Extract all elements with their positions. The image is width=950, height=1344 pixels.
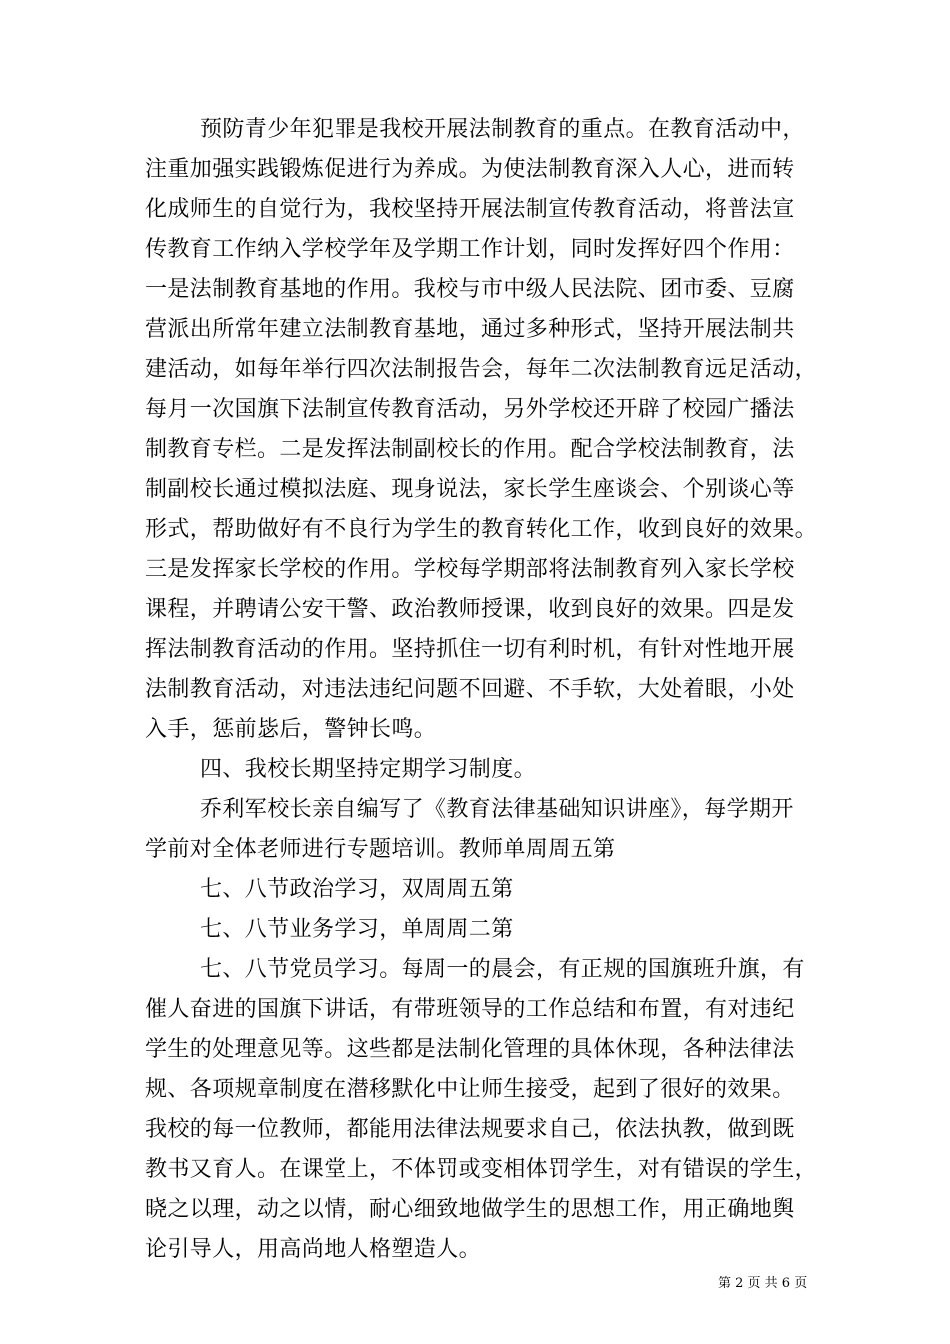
- body-line: 学生的处理意见等。这些都是法制化管理的具体休现，各种法律法: [145, 1037, 795, 1062]
- body-line: 传教育工作纳入学校学年及学期工作计划，同时发挥好四个作用：: [145, 237, 795, 262]
- body-line: 法制教育活动，对违法违纪问题不回避、不手软，大处着眼，小处: [145, 677, 795, 702]
- body-line: 形式，帮助做好有不良行为学生的教育转化工作，收到良好的效果。: [145, 517, 818, 542]
- body-line: 挥法制教育活动的作用。坚持抓住一切有利时机，有针对性地开展: [145, 637, 795, 662]
- body-line: 学前对全体老师进行专题培训。教师单周周五第: [145, 837, 616, 862]
- body-line: 乔利军校长亲自编写了《教育法律基础知识讲座》，每学期开: [200, 797, 794, 822]
- body-line: 注重加强实践锻炼促进行为养成。为使法制教育深入人心，进而转: [145, 157, 795, 182]
- body-line: 晓之以理，动之以情，耐心细致地做学生的思想工作，用正确地舆: [145, 1197, 795, 1222]
- body-line: 化成师生的自觉行为，我校坚持开展法制宣传教育活动，将普法宣: [145, 197, 795, 222]
- body-line: 论引导人，用高尚地人格塑造人。: [145, 1237, 482, 1262]
- body-line: 课程，并聘请公安干警、政治教师授课，收到良好的效果。四是发: [145, 597, 795, 622]
- body-line: 催人奋进的国旗下讲话，有带班领导的工作总结和布置，有对违纪: [145, 997, 795, 1022]
- body-line: 我校的每一位教师，都能用法律法规要求自己，依法执教，做到既: [145, 1117, 795, 1142]
- body-line: 三是发挥家长学校的作用。学校每学期部将法制教育列入家长学校: [145, 557, 795, 582]
- body-line: 规、各项规章制度在潜移默化中让师生接受，起到了很好的效果。: [145, 1077, 795, 1102]
- body-line: 入手，惩前毖后，警钟长鸣。: [145, 717, 437, 742]
- body-line: 制副校长通过模拟法庭、现身说法，家长学生座谈会、个别谈心等: [145, 477, 795, 502]
- body-line: 教书又育人。在课堂上，不体罚或变相体罚学生，对有错误的学生，: [145, 1157, 818, 1182]
- body-line: 建活动，如每年举行四次法制报告会，每年二次法制教育远足活动，: [145, 357, 818, 382]
- body-line: 预防青少年犯罪是我校开展法制教育的重点。在教育活动中，: [200, 117, 805, 142]
- body-line: 七、八节政治学习，双周周五第: [200, 877, 514, 902]
- body-line: 七、八节业务学习，单周周二第: [200, 917, 514, 942]
- section-heading: 四、我校长期坚持定期学习制度。: [200, 757, 537, 782]
- body-line: 一是法制教育基地的作用。我校与市中级人民法院、团市委、豆腐: [145, 277, 795, 302]
- body-line: 七、八节党员学习。每周一的晨会，有正规的国旗班升旗，有: [200, 957, 805, 982]
- body-line: 营派出所常年建立法制教育基地，通过多种形式，坚持开展法制共: [145, 317, 795, 342]
- body-line: 每月一次国旗下法制宣传教育活动，另外学校还开辟了校园广播法: [145, 397, 795, 422]
- page-indicator: 第 2 页 共 6 页: [718, 1276, 808, 1291]
- body-line: 制教育专栏。二是发挥法制副校长的作用。配合学校法制教育，法: [145, 437, 795, 462]
